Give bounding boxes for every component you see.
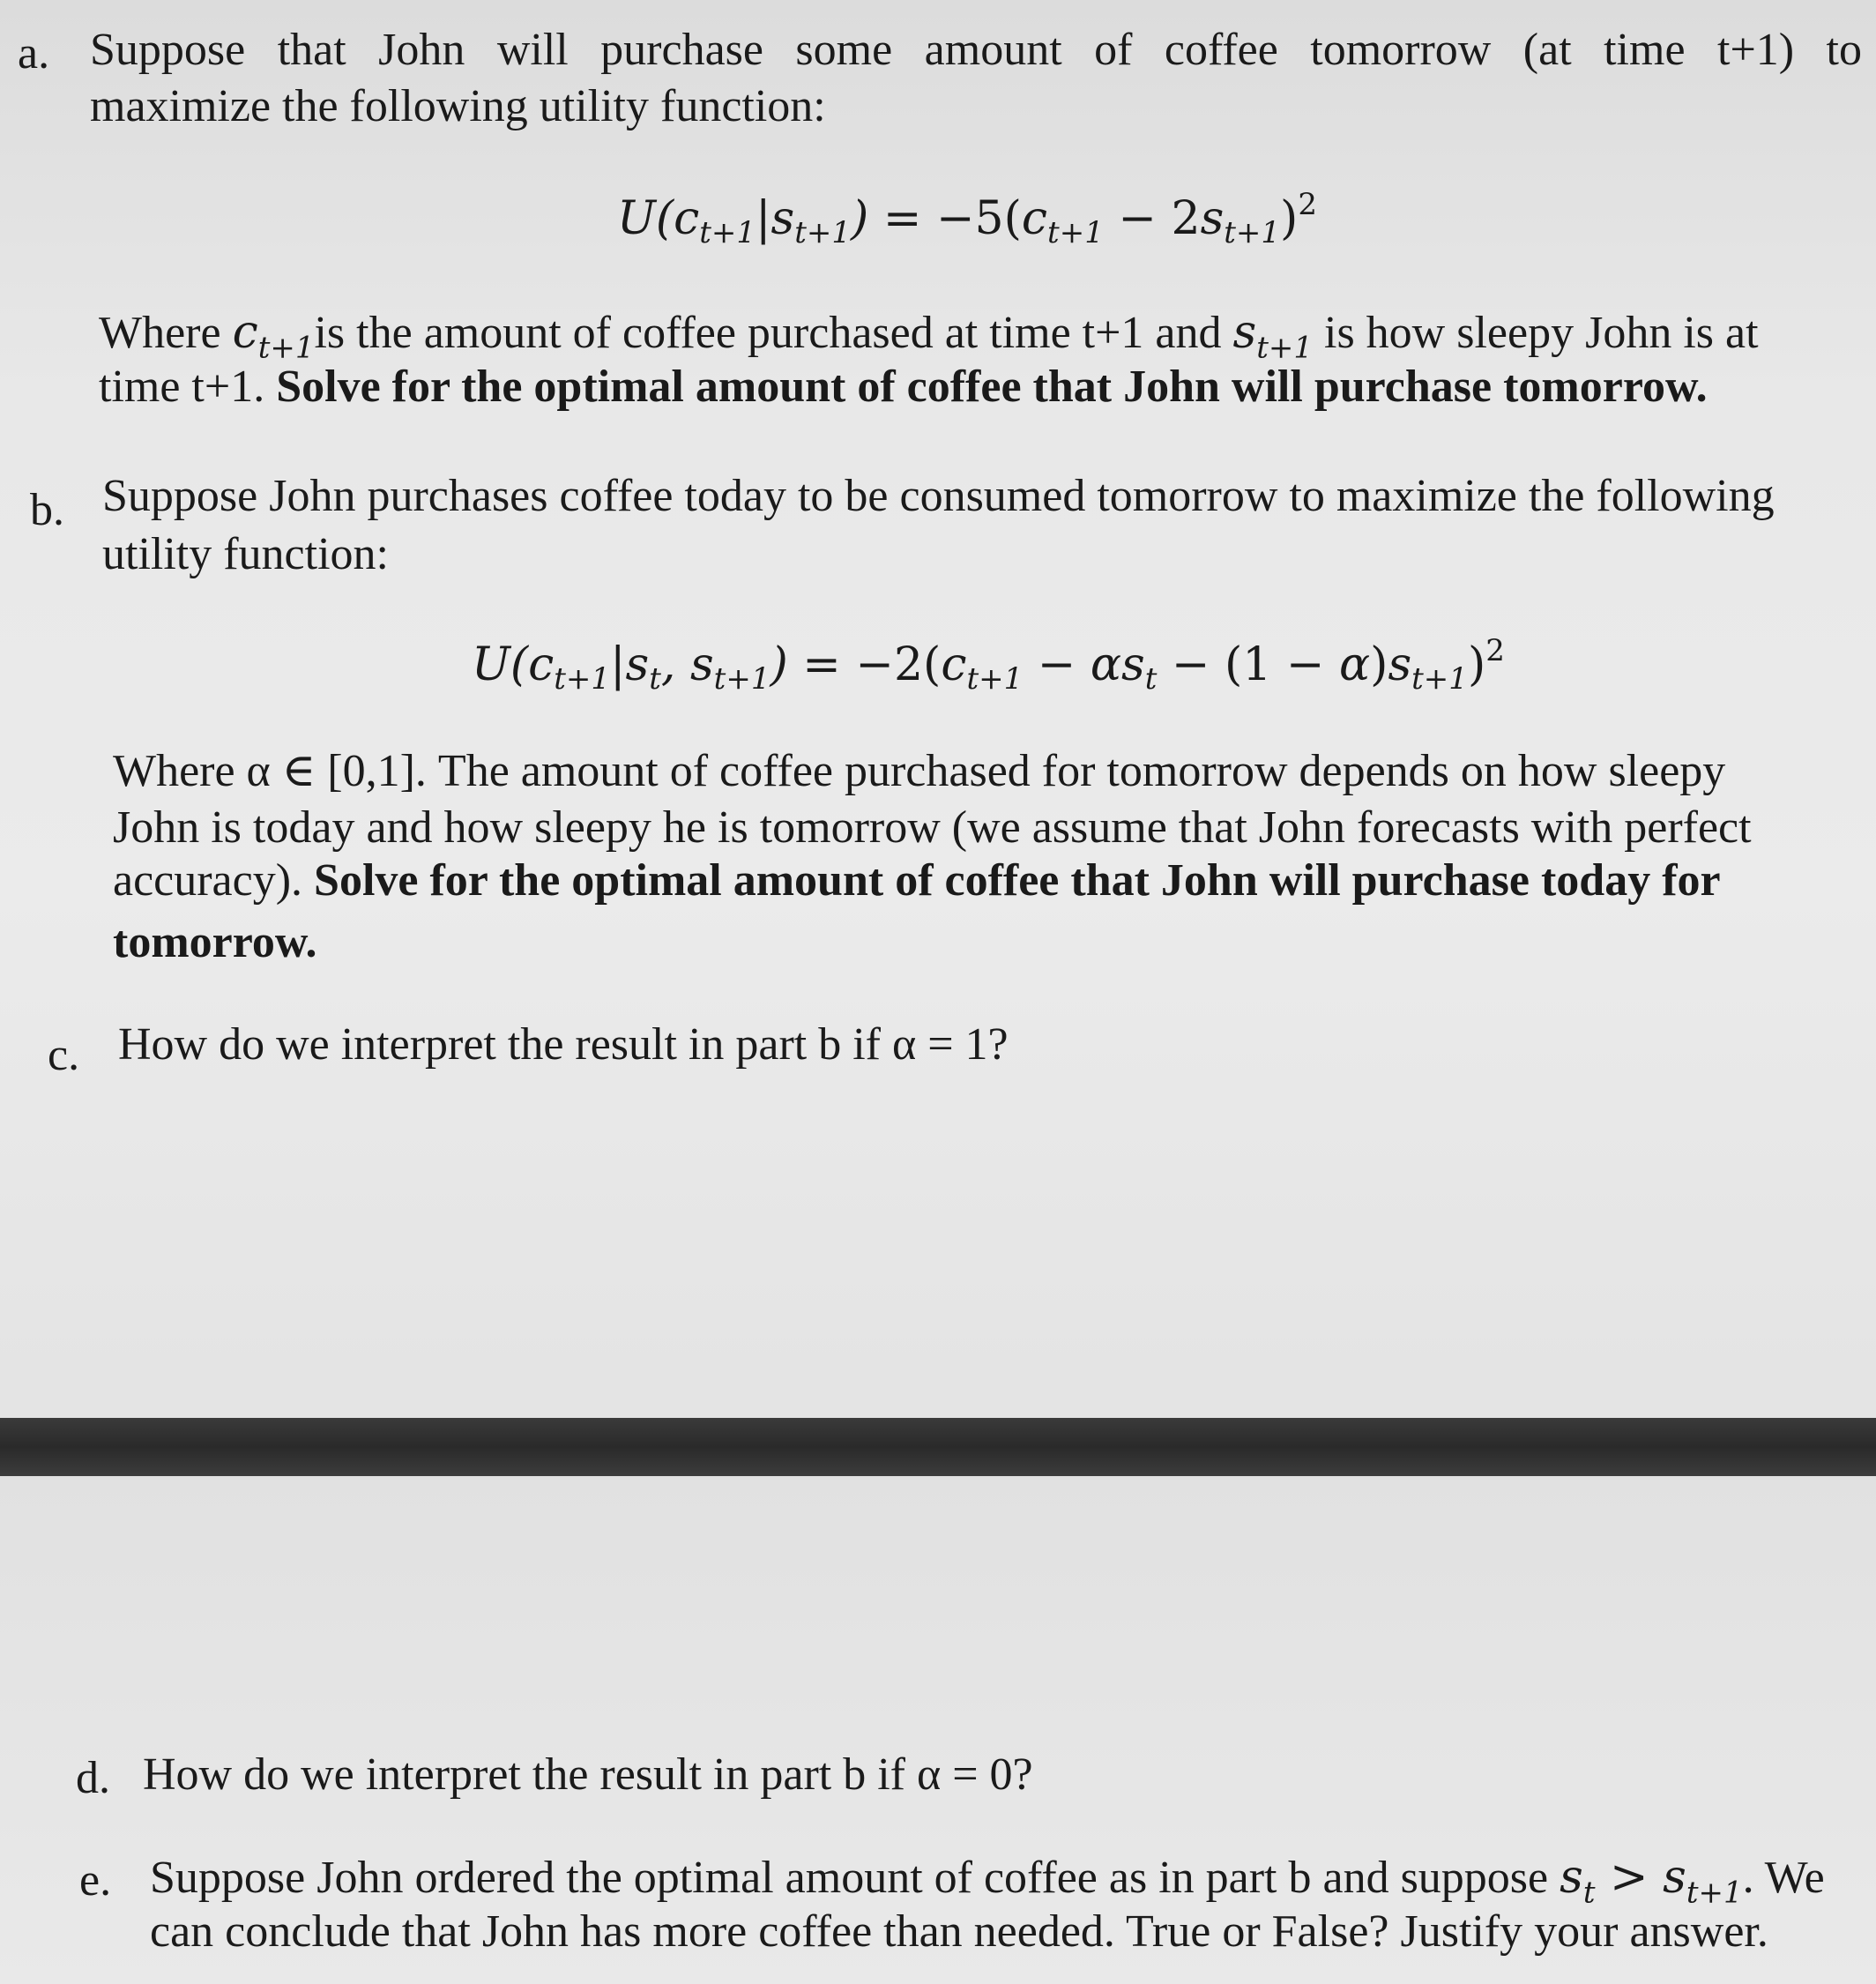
question-e-letter: e. (79, 1855, 112, 1906)
question-a-where-line2: time t+1. Solve for the optimal amount of coffee that John will purchase tomorrow. (99, 362, 1708, 412)
equation-a: $U(c_{t+1}|s_{t+1}) = -5(c_{t+1} - 2s_{t+1})^2$ (617, 187, 1317, 250)
question-b-task: Solve for the optimal amount of coffee that John will purchase today for (314, 855, 1721, 906)
question-c-text: How do we interpret the result in part b if α = 1? (118, 1019, 1009, 1070)
question-a-line2: maximize the following utility function: (90, 81, 826, 131)
question-a-where-line1: Where $c_{t+1}is$ the amount of coffee purchased at time t+1 and $s_{t+1}$ is how sleepy John is at (99, 306, 1759, 366)
question-b-letter: b. (30, 485, 64, 535)
question-e-line1: Suppose John ordered the optimal amount of coffee as in part b and suppose $s_t > s_{t+1}$. We (150, 1851, 1825, 1911)
symbol-s-t1: $s_{t+1}$ (1232, 306, 1313, 366)
question-d-letter: d. (76, 1753, 110, 1803)
question-b-line1: Suppose John purchases coffee today to be consumed tomorrow to maximize the following (102, 471, 1775, 521)
question-d-text: How do we interpret the result in part b if α = 0? (143, 1749, 1033, 1800)
symbol-c-t1: $c_{t+1}$ (232, 306, 315, 366)
question-b-where-line2: John is today and how sleepy he is tomorrow (we assume that John forecasts with perfect (113, 802, 1752, 853)
question-c-letter: c. (48, 1030, 80, 1080)
question-b-where-line1: Where α ∈ [0,1]. The amount of coffee purchased for tomorrow depends on how sleepy (113, 746, 1726, 796)
question-b-line2: utility function: (102, 529, 389, 579)
question-b-where-line3: accuracy). Solve for the optimal amount of coffee that John will purchase today for (113, 855, 1721, 906)
question-e-line2: can conclude that John has more coffee than needed. True or False? Justify your answer. (150, 1906, 1768, 1957)
question-a-line1: Suppose that John will purchase some amount of coffee tomorrow (at time t+1) to (90, 25, 1862, 75)
question-b-task-end: tomorrow. (113, 917, 317, 967)
screen-divider (0, 1418, 1876, 1476)
inequality-st-gt-st1: $s_t > s_{t+1}$ (1560, 1851, 1743, 1911)
question-a-task: Solve for the optimal amount of coffee that John will purchase tomorrow. (276, 362, 1708, 412)
question-a-letter: a. (18, 28, 50, 78)
equation-b: $U(c_{t+1}|s_t$, $s_{t+1}) = -2(c_{t+1} - \alpha s_t - (1 - \alpha)s_{t+1})^2$ (472, 633, 1505, 697)
